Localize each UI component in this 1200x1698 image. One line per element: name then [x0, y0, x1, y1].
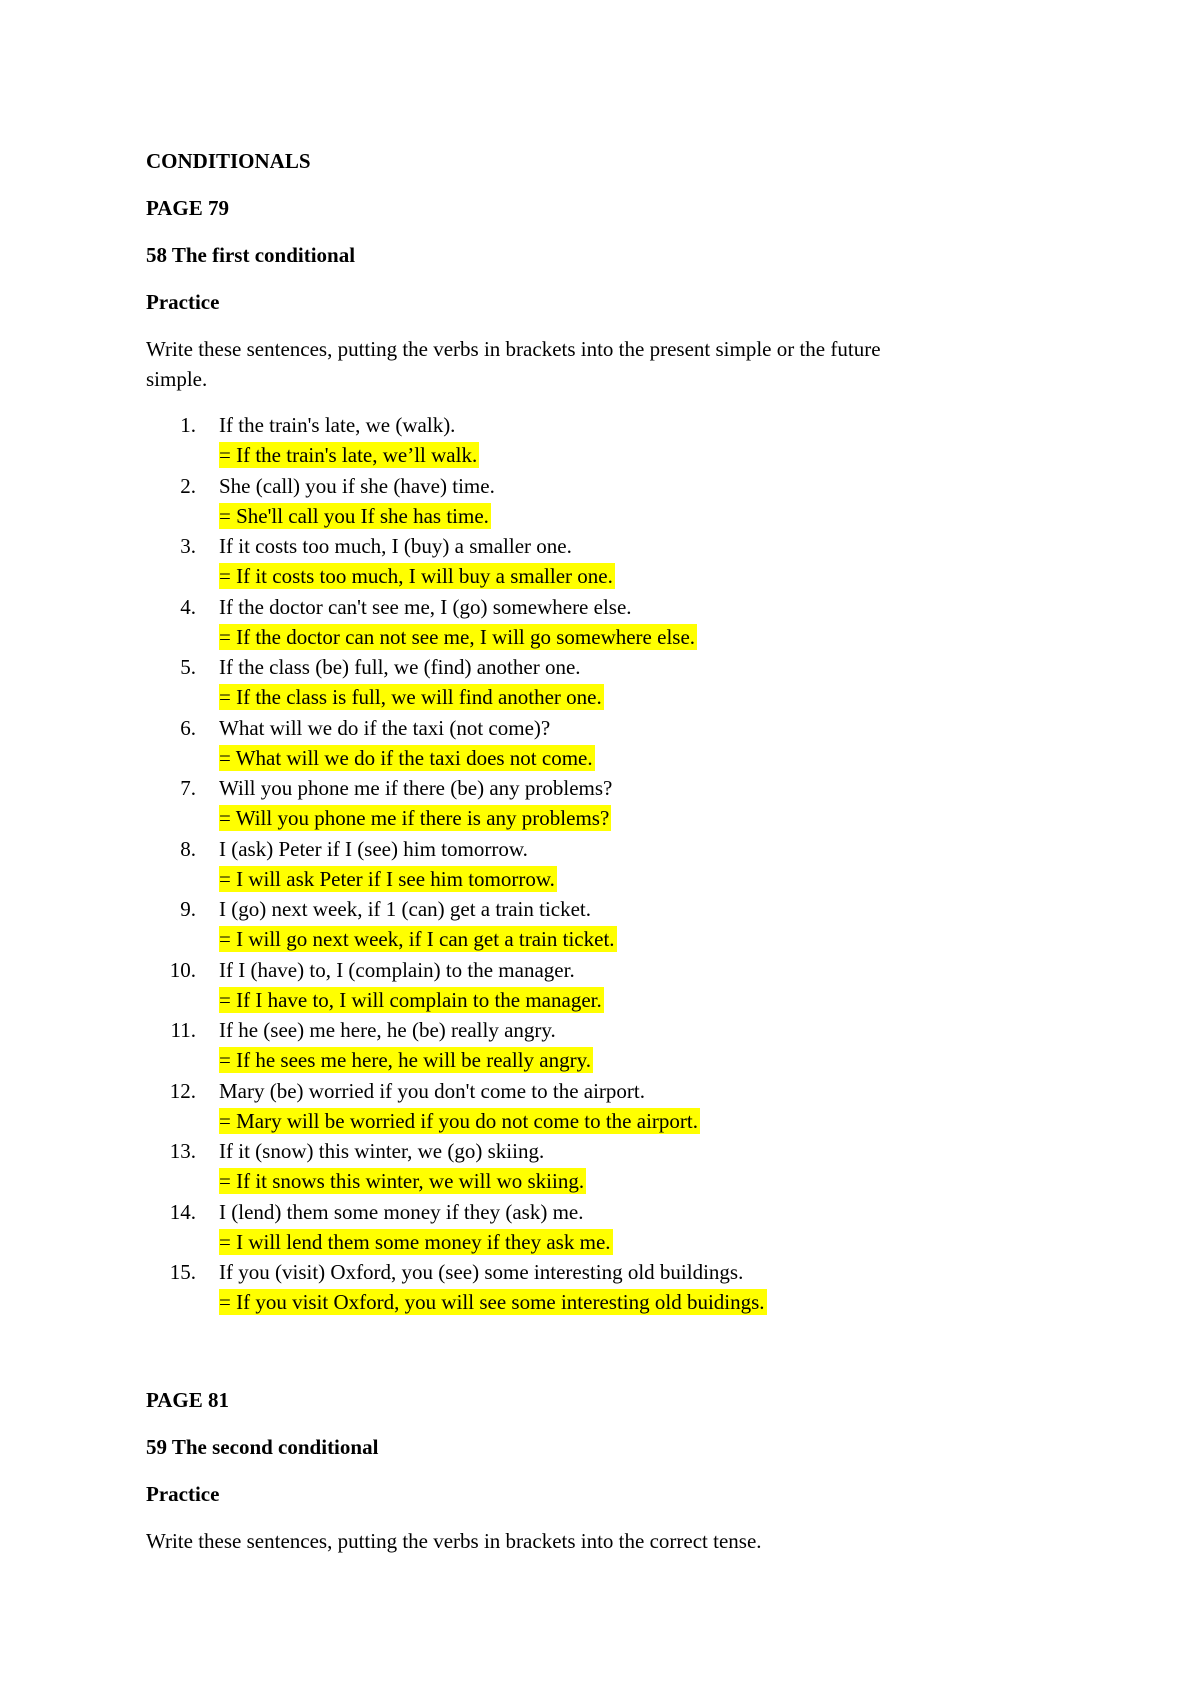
exercise-question: If it (snow) this winter, we (go) skiing. [219, 1139, 545, 1163]
answer-highlight: = If he sees me here, he will be really angry. [219, 1048, 591, 1072]
exercise-number: 7. [180, 776, 196, 800]
answer-highlight: = If the doctor can not see me, I will go somewhere else. [219, 625, 696, 649]
exercise-question: She (call) you if she (have) time. [219, 474, 495, 498]
exercise-number: 11. [170, 1018, 196, 1042]
exercise-question: I (lend) them some money if they (ask) me. [219, 1200, 584, 1224]
exercise-answer [219, 1045, 593, 1075]
exercise-answer [219, 803, 611, 833]
exercise-number: 10. [169, 958, 196, 982]
exercise-answer [219, 440, 479, 470]
document-title: CONDITIONALS [146, 149, 311, 173]
exercise-answer [219, 985, 604, 1015]
exercise-answer [219, 1166, 586, 1196]
answer-highlight: = I will go next week, if I can get a train ticket. [219, 927, 615, 951]
exercise-number: 14. [169, 1200, 196, 1224]
exercise-answer [219, 1227, 613, 1257]
unit-heading-58: 58 The first conditional [146, 243, 356, 267]
practice-heading-1: Practice [146, 290, 220, 314]
exercise-question: If he (see) me here, he (be) really angry. [219, 1018, 556, 1042]
answer-highlight: = If it snows this winter, we will wo skiing. [219, 1169, 585, 1193]
exercise-number: 9. [180, 897, 196, 921]
page-label-79: PAGE 79 [146, 196, 230, 220]
answer-highlight: = Will you phone me if there is any problems? [219, 806, 610, 830]
exercise-answer [219, 561, 615, 591]
exercise-question: If the doctor can't see me, I (go) somewhere else. [219, 595, 632, 619]
answer-highlight: = What will we do if the taxi does not come. [219, 746, 593, 770]
exercise-answer [219, 924, 617, 954]
exercise-question: If the class (be) full, we (find) another one. [219, 655, 581, 679]
exercise-answer [219, 622, 697, 652]
answer-highlight: = She'll call you If she has time. [219, 504, 489, 528]
instruction-line-1: Write these sentences, putting the verbs in brackets into the present simple or the future [146, 337, 881, 361]
exercise-number: 3. [180, 534, 196, 558]
exercise-number: 1. [180, 413, 196, 437]
exercise-number: 5. [180, 655, 196, 679]
exercise-question: I (ask) Peter if I (see) him tomorrow. [219, 837, 528, 861]
exercise-answer [219, 682, 604, 712]
exercise-number: 8. [180, 837, 196, 861]
exercise-question: If it costs too much, I (buy) a smaller one. [219, 534, 572, 558]
exercise-number: 4. [180, 595, 196, 619]
exercise-answer [219, 1106, 700, 1136]
exercise-question: If I (have) to, I (complain) to the manager. [219, 958, 575, 982]
answer-highlight: = I will ask Peter if I see him tomorrow. [219, 867, 555, 891]
exercise-answer [219, 864, 557, 894]
answer-highlight: = Mary will be worried if you do not come to the airport. [219, 1109, 698, 1133]
answer-highlight: = If you visit Oxford, you will see some interesting old buidings. [219, 1290, 765, 1314]
exercise-question: Mary (be) worried if you don't come to the airport. [219, 1079, 645, 1103]
instruction-line-2: simple. [146, 367, 208, 391]
exercise-number: 6. [180, 716, 196, 740]
exercise-answer [219, 743, 595, 773]
exercise-number: 2. [180, 474, 196, 498]
answer-highlight: = I will lend them some money if they ask me. [219, 1230, 611, 1254]
answer-highlight: = If I have to, I will complain to the manager. [219, 988, 602, 1012]
answer-highlight: = If the train's late, we’ll walk. [219, 443, 478, 467]
exercise-number: 13. [169, 1139, 196, 1163]
exercise-question: Will you phone me if there (be) any problems? [219, 776, 613, 800]
instruction-line-3: Write these sentences, putting the verbs in brackets into the correct tense. [146, 1529, 762, 1553]
page-label-81: PAGE 81 [146, 1388, 230, 1412]
exercise-question: I (go) next week, if 1 (can) get a train ticket. [219, 897, 592, 921]
exercise-answer [219, 1287, 767, 1317]
exercise-number: 12. [169, 1079, 196, 1103]
unit-heading-59: 59 The second conditional [146, 1435, 379, 1459]
exercise-answer [219, 501, 491, 531]
practice-heading-2: Practice [146, 1482, 220, 1506]
answer-highlight: = If the class is full, we will find another one. [219, 685, 602, 709]
exercise-question: What will we do if the taxi (not come)? [219, 716, 551, 740]
exercise-question: If you (visit) Oxford, you (see) some interesting old buildings. [219, 1260, 744, 1284]
exercise-number: 15. [169, 1260, 196, 1284]
answer-highlight: = If it costs too much, I will buy a smaller one. [219, 564, 613, 588]
exercise-question: If the train's late, we (walk). [219, 413, 456, 437]
